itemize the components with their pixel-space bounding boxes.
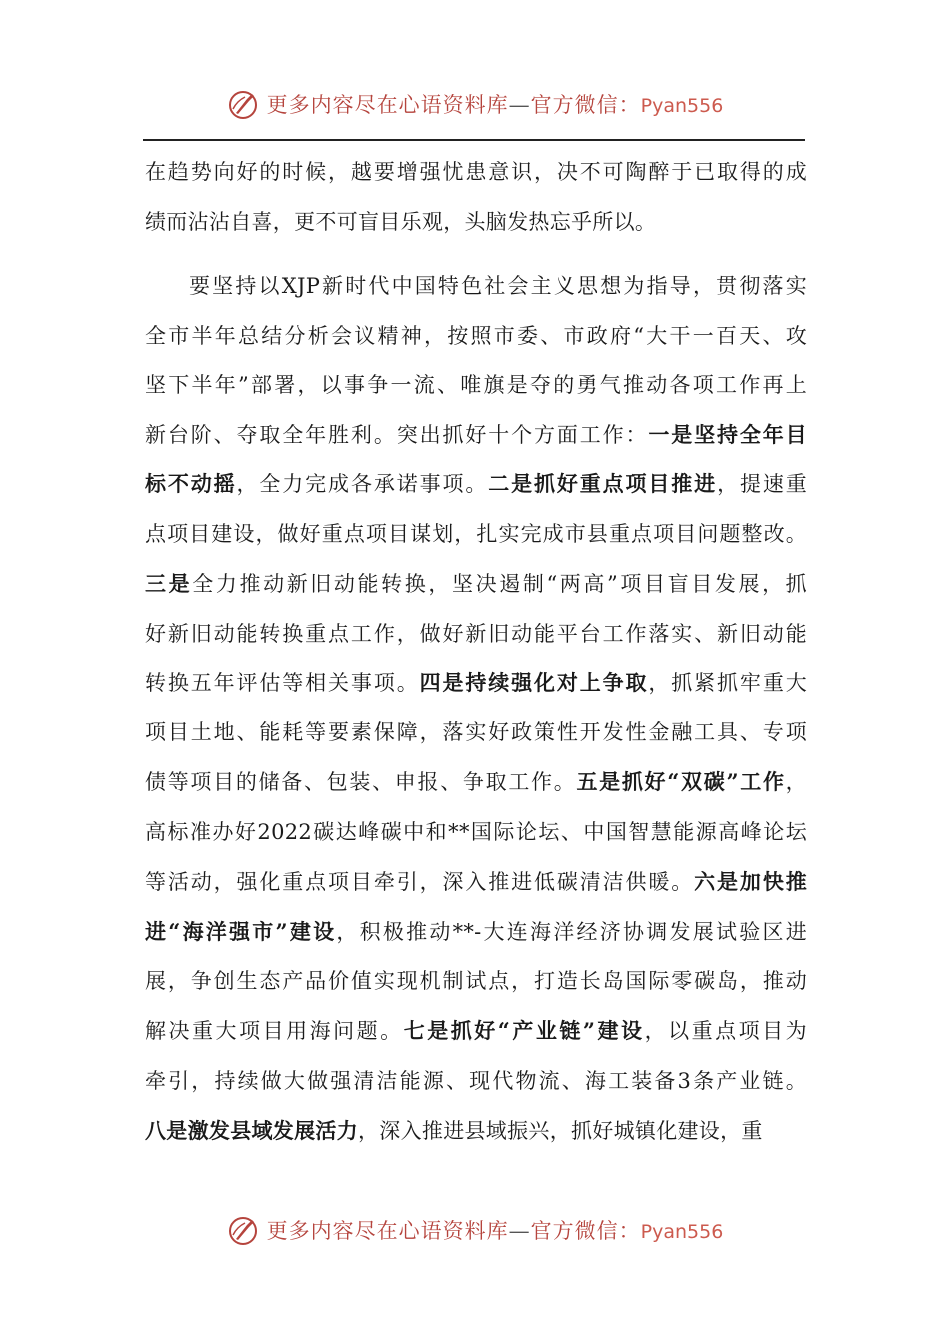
text-segment: 全力推动新旧动能转换，坚决遏制“两高”项目盲目发展，抓 — [192, 572, 807, 596]
text-segment: ， — [785, 770, 807, 794]
text-line — [145, 864, 807, 900]
text-line — [145, 963, 807, 999]
bold-text-segment: 二是抓好重点项目推进 — [488, 471, 718, 496]
text-line — [145, 318, 807, 354]
watermark-wechat-id: Pyan556 — [640, 1221, 724, 1243]
text-line — [145, 154, 807, 190]
text-segment: 展，争创生态产品价值实现机制试点，打造长岛国际零碳岛，推动 — [145, 969, 807, 993]
header-divider — [143, 139, 805, 141]
watermark-wechat-id: Pyan556 — [640, 95, 724, 117]
bold-text-segment: 六是加快推 — [694, 869, 807, 894]
text-segment: ，提速重 — [717, 472, 808, 496]
watermark-title: 更多内容尽在心语资料库 — [266, 1219, 509, 1243]
pen-nib-logo-icon — [227, 87, 261, 121]
pen-nib-logo-icon — [227, 1213, 261, 1247]
text-line — [145, 616, 807, 652]
watermark-dash: — — [508, 1219, 531, 1243]
bold-text-segment: 五是抓好“双碳”工作 — [576, 769, 786, 794]
text-segment: 要坚持以XJP新时代中国特色社会主义思想为指导，贯彻落实 — [189, 274, 807, 298]
header-watermark — [0, 84, 950, 124]
text-segment: ，深入推进县域振兴，抓好城镇化建设，重 — [358, 1119, 763, 1143]
text-segment: 债等项目的储备、包装、申报、争取工作。 — [145, 770, 577, 794]
text-segment: 全市半年总结分析会议精神，按照市委、市政府“大干一百天、攻 — [145, 324, 807, 348]
text-line — [145, 814, 807, 850]
bold-text-segment: 七是抓好“产业链”建设 — [403, 1018, 645, 1043]
watermark-wechat-label: 官方微信： — [530, 1219, 641, 1243]
bold-text-segment: 一是坚持全年目 — [648, 422, 807, 447]
text-line — [145, 268, 807, 304]
text-segment: 牵引，持续做大做强清洁能源、现代物流、海工装备3条产业链。 — [145, 1069, 807, 1093]
text-segment: 项目土地、能耗等要素保障，落实好政策性开发性金融工具、专项 — [145, 720, 807, 744]
text-segment: 好新旧动能转换重点工作，做好新旧动能平台工作落实、新旧动能 — [145, 622, 807, 646]
text-segment: ，以重点项目为 — [644, 1019, 807, 1043]
text-segment: 转换五年评估等相关事项。 — [145, 671, 420, 695]
bold-text-segment: 标不动摇 — [145, 471, 237, 496]
text-segment: 在趋势向好的时候，越要增强忧患意识，决不可陶醉于已取得的成 — [145, 160, 807, 184]
text-line — [145, 914, 807, 950]
bold-text-segment: 三是 — [145, 571, 193, 596]
bold-text-segment: 八是激发县域发展活力 — [145, 1118, 358, 1143]
text-segment: 坚下半年”部署，以事争一流、唯旗是夺的勇气推动各项工作再上 — [145, 373, 807, 397]
watermark-text — [267, 1215, 724, 1245]
watermark-title: 更多内容尽在心语资料库 — [266, 93, 509, 117]
text-line — [145, 367, 807, 403]
text-line — [145, 1063, 807, 1099]
text-segment: 等活动，强化重点项目牵引，深入推进低碳清洁供暖。 — [145, 870, 695, 894]
text-segment: ，积极推动**-大连海洋经济协调发展试验区进 — [336, 920, 807, 944]
text-line — [145, 1113, 807, 1149]
watermark-wechat-label: 官方微信： — [530, 93, 641, 117]
text-line — [145, 516, 807, 552]
footer-watermark — [0, 1210, 950, 1250]
text-line — [145, 566, 807, 602]
text-segment: 点项目建设，做好重点项目谋划，扎实完成市县重点项目问题整改。 — [145, 522, 807, 546]
bold-text-segment: 进“海洋强市”建设 — [145, 919, 337, 944]
watermark-text — [267, 89, 724, 119]
text-line — [145, 1013, 807, 1049]
text-segment: ，全力完成各承诺事项。 — [236, 472, 489, 496]
text-line — [145, 417, 807, 453]
text-line — [145, 764, 807, 800]
text-line — [145, 204, 807, 240]
text-segment: 高标准办好2022碳达峰碳中和**国际论坛、中国智慧能源高峰论坛 — [145, 820, 807, 844]
watermark-dash: — — [508, 93, 531, 117]
text-segment: 新台阶、夺取全年胜利。突出抓好十个方面工作： — [145, 423, 649, 447]
text-line — [145, 714, 807, 750]
text-segment: ，抓紧抓牢重大 — [648, 671, 807, 695]
text-line — [145, 665, 807, 701]
text-segment: 解决重大项目用海问题。 — [145, 1019, 404, 1043]
text-segment: 绩而沾沾自喜，更不可盲目乐观，头脑发热忘乎所以。 — [145, 210, 657, 234]
text-line — [145, 466, 807, 502]
bold-text-segment: 四是持续强化对上争取 — [419, 670, 649, 695]
